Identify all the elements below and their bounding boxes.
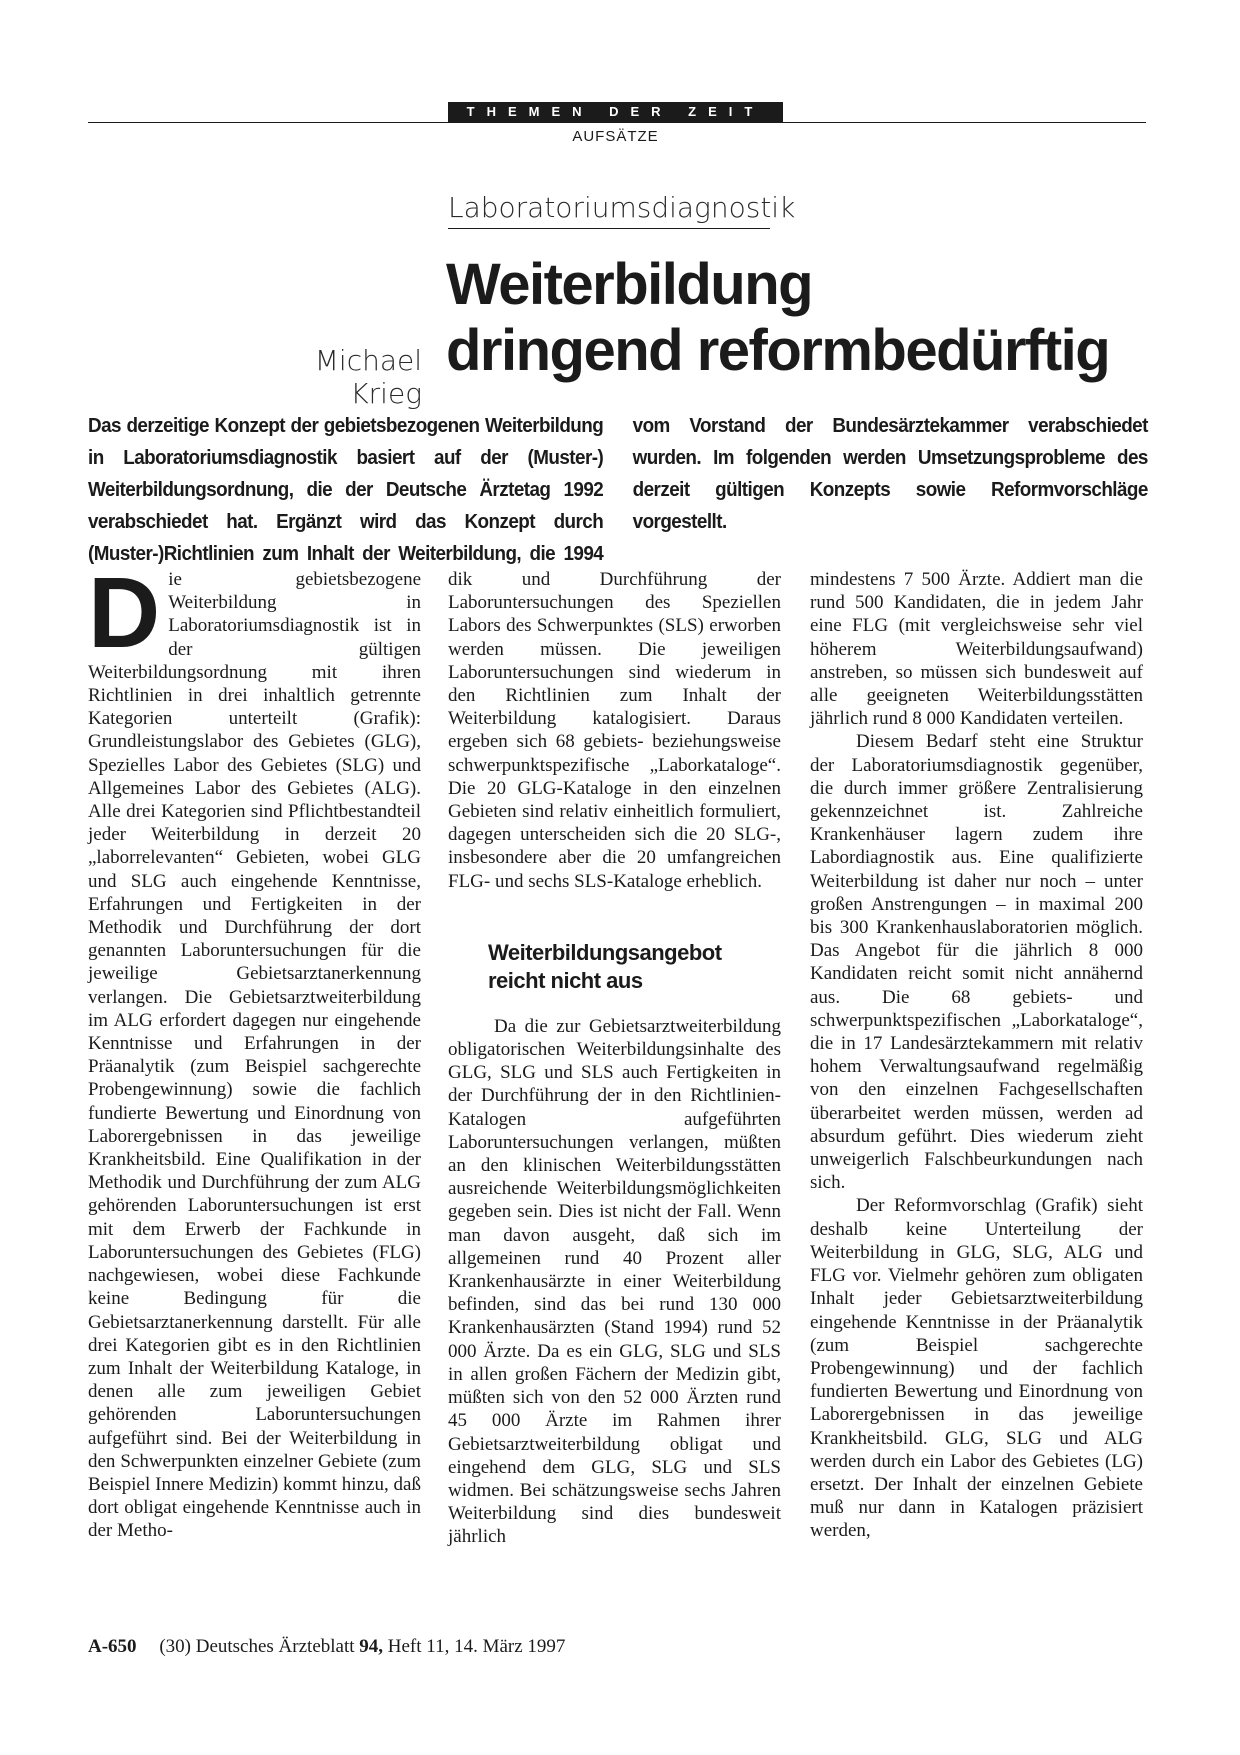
article-author: Michael Krieg xyxy=(314,344,422,410)
section-subheading: Weiterbildungsangebot reicht nicht aus xyxy=(488,939,722,993)
lead-container xyxy=(88,410,1148,565)
article-title xyxy=(446,252,1166,384)
body-paragraph xyxy=(88,557,421,1543)
body-column-1 xyxy=(88,557,421,1543)
title-line-1: Weiterbildung xyxy=(446,252,813,317)
article-lead: Das derzeitige Konzept der gebietsbezogenen Weiterbildung in Laboratoriumsdiagnostik basiert auf der (Muster-) Weiterbildungsordnung, die der Deutsche Ärztetag 1992 verabschiedet hat. Ergänzt wird das Konzept durch (Muster-)Richtlinien zum Inhalt der Weiterbildung, die 1994 vom Vorstand der Bundesärztekammer verabschiedet wurden. Im folgenden werden Umsetzungsprobleme des derzeit gültigen Konzepts sowie Reformvorschläge vorgestellt. xyxy=(88,414,1148,565)
subsection-label: AUFSÄTZE xyxy=(572,128,659,145)
col3-paragraph-1: mindestens 7 500 Ärzte. Addiert man die rund 500 Kandidaten, die in jedem Jahr eine FLG (mit vergleichsweise sehr viel höherem Weiterbildungsaufwand) anstreben, so müssen sich bundesweit auf alle geeigneten Weiterbildungsstätten jährlich rund 8 000 Kandidaten verteilen. xyxy=(810,569,1143,730)
col3-paragraph-2: Diesem Bedarf steht eine Struktur der Laboratoriumsdiagnostik gegenüber, die durch immer größere Zentralisierung gekennzeichnet ist. Zahlreiche Krankenhäuser lagern zudem ihre Labordiagnostik aus. Eine qualifizierte Weiterbildung ist daher nur noch – unter großen Anstrengungen – in maximal 200 bis 300 Krankenhauslaboratorien möglich. Das Angebot für die jährlich 8 000 Kandidaten reicht somit nicht annähernd aus. Die 68 gebiets- und schwerpunktspezifischen „Laborkataloge“, die in 17 Landesärztekammern mit relativ hohem Verwaltungsaufwand regelmäßig von den einzelnen Fachgesellschaften überarbeitet werden müssen, werden ad absurdum geführt. Dies wiederum zieht unweigerlich Falschbeurkundungen nach sich. xyxy=(810,731,1143,1194)
page-number: A-650 xyxy=(88,1636,137,1657)
journal-issue: Heft 11, 14. März 1997 xyxy=(387,1636,566,1657)
section-label: THEMEN DER ZEIT xyxy=(448,102,783,122)
header-rule xyxy=(88,122,1146,123)
col3-paragraph-3: Der Reformvorschlag (Grafik) sieht deshalb keine Unterteilung der Weiterbildung in GLG, SLG, ALG und FLG vor. Vielmehr gehören zum obligaten Inhalt jeder Gebietsarztweiterbildung eingehende Kenntnisse in der Präanalytik (zum Beispiel sachgerechte Probengewinnung) und der fachlich fundierten Bewertung und Einordnung von Laborergebnissen in das jeweilige Krankheitsbild. GLG, SLG und ALG werden durch ein Labor des Gebietes (LG) ersetzt. Der Inhalt der einzelnen Gebiete muß nur dann in Katalogen präzisiert werden, xyxy=(810,1195,1143,1542)
journal-name: (30) Deutsches Ärzteblatt xyxy=(159,1636,355,1657)
body-column-2 xyxy=(448,568,781,1549)
body-column-3 xyxy=(810,568,1143,1543)
page-footer xyxy=(88,1636,565,1658)
article-kicker: Laboratoriumsdiagnostik xyxy=(448,191,770,229)
col2-paragraph-2: Da die zur Gebietsarztweiterbildung obligatorischen Weiterbildungsinhalte des GLG, SLG und SLS auch Fertigkeiten in der Durchführung der in den Richtlinien-Katalogen aufgeführten Laboruntersuchungen verlangen, müßten an den klinischen Weiterbildungsstätten ausreichende Weiterbildungsmöglichkeiten gegeben sein. Dies ist nicht der Fall. Wenn man davon ausgeht, daß sich im allgemeinen rund 40 Prozent aller Krankenhausärzte in einer Weiterbildung befinden, sind das bei rund 130 000 Krankenhausärzten (Stand 1994) rund 52 000 Ärzte. Da es ein GLG, SLG und SLS in allen großen Fächern der Medizin gibt, müßten sich von den 52 000 Ärzten rund 45 000 Ärzte im Rahmen ihrer Gebietsarztweiterbildung obligat und eingehend dem GLG, SLG und SLS widmen. Bei schätzungsweise sechs Jahren Weiterbildung sind dies bundesweit jährlich xyxy=(448,1015,781,1548)
journal-volume: 94, xyxy=(359,1636,384,1657)
drop-cap: D xyxy=(88,557,161,669)
col2-paragraph-1: dik und Durchführung der Laboruntersuchungen des Speziellen Labors des Schwerpunktes (SLS) erworben werden müssen. Die jeweiligen Laboruntersuchungen sind wiederum in den Richtlinien zum Inhalt der Weiterbildung katalogisiert. Daraus ergeben sich 68 gebiets- beziehungsweise schwerpunktspezifische „Laborkataloge“. Die 20 GLG-Kataloge in den einzelnen Gebieten sind relativ einheitlich formuliert, dagegen unterscheiden sich die 20 SLG-, insbesondere aber die 20 umfangreichen FLG- und sechs SLS-Kataloge erheblich. xyxy=(448,569,781,892)
col1-text: ie gebietsbezogene Weiterbildung in Laboratoriumsdiagnostik ist in der gültigen Weiterbildungsordnung mit ihren Richtlinien in drei inhaltlich getrennte Kategorien unterteilt (Grafik): Grundleistungslabor des Gebietes (GLG), Spezielles Labor des Gebietes (SLG) und Allgemeines Labor des Gebietes (ALG). Alle drei Kategorien sind Pflichtbestandteil jeder Weiterbildung in derzeit 20 „laborrelevanten“ Gebieten, wobei GLG und SLG auch eingehende Kenntnisse, Erfahrungen und Fertigkeiten in der Methodik und Durchführung der dort genannten Laboruntersuchungen für die jeweilige Gebietsarztanerkennung verlangen. Die Gebietsarztweiterbildung im ALG erfordert dagegen nur eingehende Kenntnisse und Erfahrungen in der Präanalytik (zum Beispiel sachgerechte Probengewinnung) sowie die fachlich fundierte Bewertung und Einordnung von Laborergebnissen in das jeweilige Krankheitsbild. Eine Qualifikation in der Methodik und Durchführung der zum ALG gehörenden Laboruntersuchungen ist erst mit dem Erwerb der Fachkunde in Laboruntersuchungen des Gebietes (FLG) nachgewiesen, wobei diese Fachkunde keine Bedingung für die Gebietsarztanerkennung darstellt. Für alle drei Kategorien gibt es in den Richtlinien zum Inhalt der Weiterbildung Kataloge, in denen alle zum jeweiligen Gebiet gehörenden Laboruntersuchungen aufgeführt sind. Bei der Weiterbildung in den Schwerpunkten einzelner Gebiete (zum Beispiel Innere Medizin) kommt hinzu, daß dort obligat eingehende Kenntnisse auch in der Metho- xyxy=(88,569,421,1542)
title-line-2: dringend reformbedürftig xyxy=(446,318,1110,383)
